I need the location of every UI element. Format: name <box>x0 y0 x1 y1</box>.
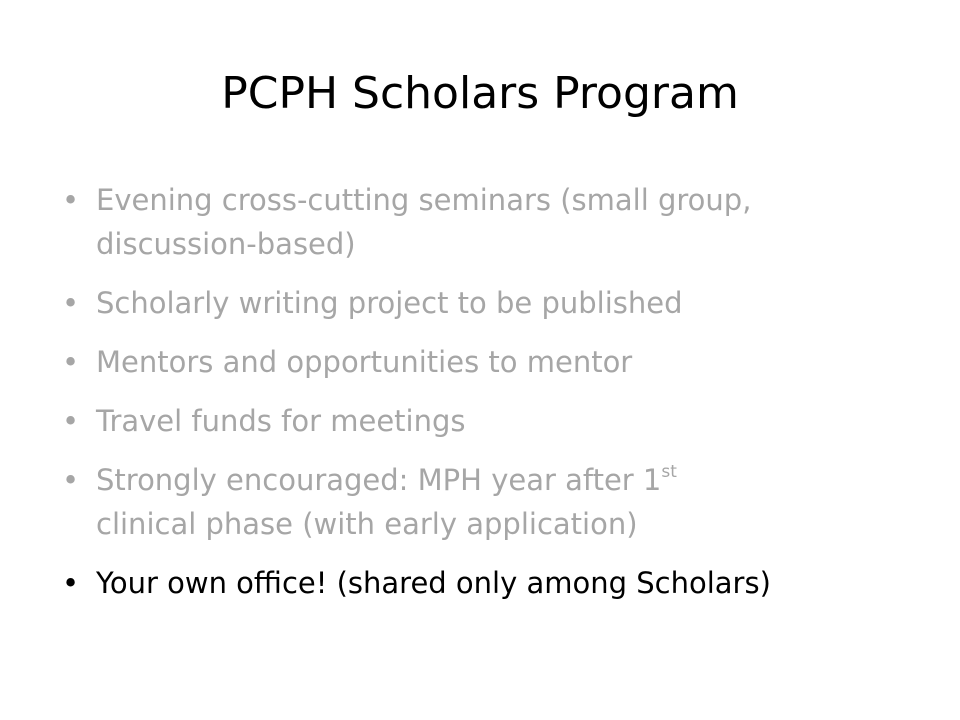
bullet-text-line2: discussion-based) <box>96 227 356 261</box>
bullet-list <box>62 178 926 620</box>
bullet-item-writing-project <box>62 281 926 325</box>
bullet-text: Travel funds for meetings <box>96 404 466 438</box>
bullet-dot-icon: • <box>62 345 80 379</box>
bullet-text: Mentors and opportunities to mentor <box>96 345 633 379</box>
slide-title: PCPH Scholars Program <box>221 68 739 119</box>
bullet-text: Strongly encouraged: MPH year after 1 <box>96 463 662 497</box>
bullet-text: Scholarly writing project to be published <box>96 286 683 320</box>
bullet-dot-icon: • <box>62 183 80 217</box>
bullet-superscript: st <box>661 462 677 482</box>
bullet-dot-icon: • <box>62 566 80 600</box>
bullet-item-own-office <box>62 561 926 605</box>
bullet-text: Your own office! (shared only among Scholars) <box>96 566 771 600</box>
bullet-item-travel-funds <box>62 399 926 443</box>
bullet-dot-icon: • <box>62 404 80 438</box>
bullet-text: Evening cross-cutting seminars (small group, <box>96 183 752 217</box>
bullet-dot-icon: • <box>62 286 80 320</box>
bullet-item-mph-year <box>62 458 926 546</box>
bullet-text-line2: clinical phase (with early application) <box>96 507 638 541</box>
bullet-item-mentors <box>62 340 926 384</box>
bullet-item-seminars <box>62 178 926 266</box>
bullet-dot-icon: • <box>62 463 80 497</box>
